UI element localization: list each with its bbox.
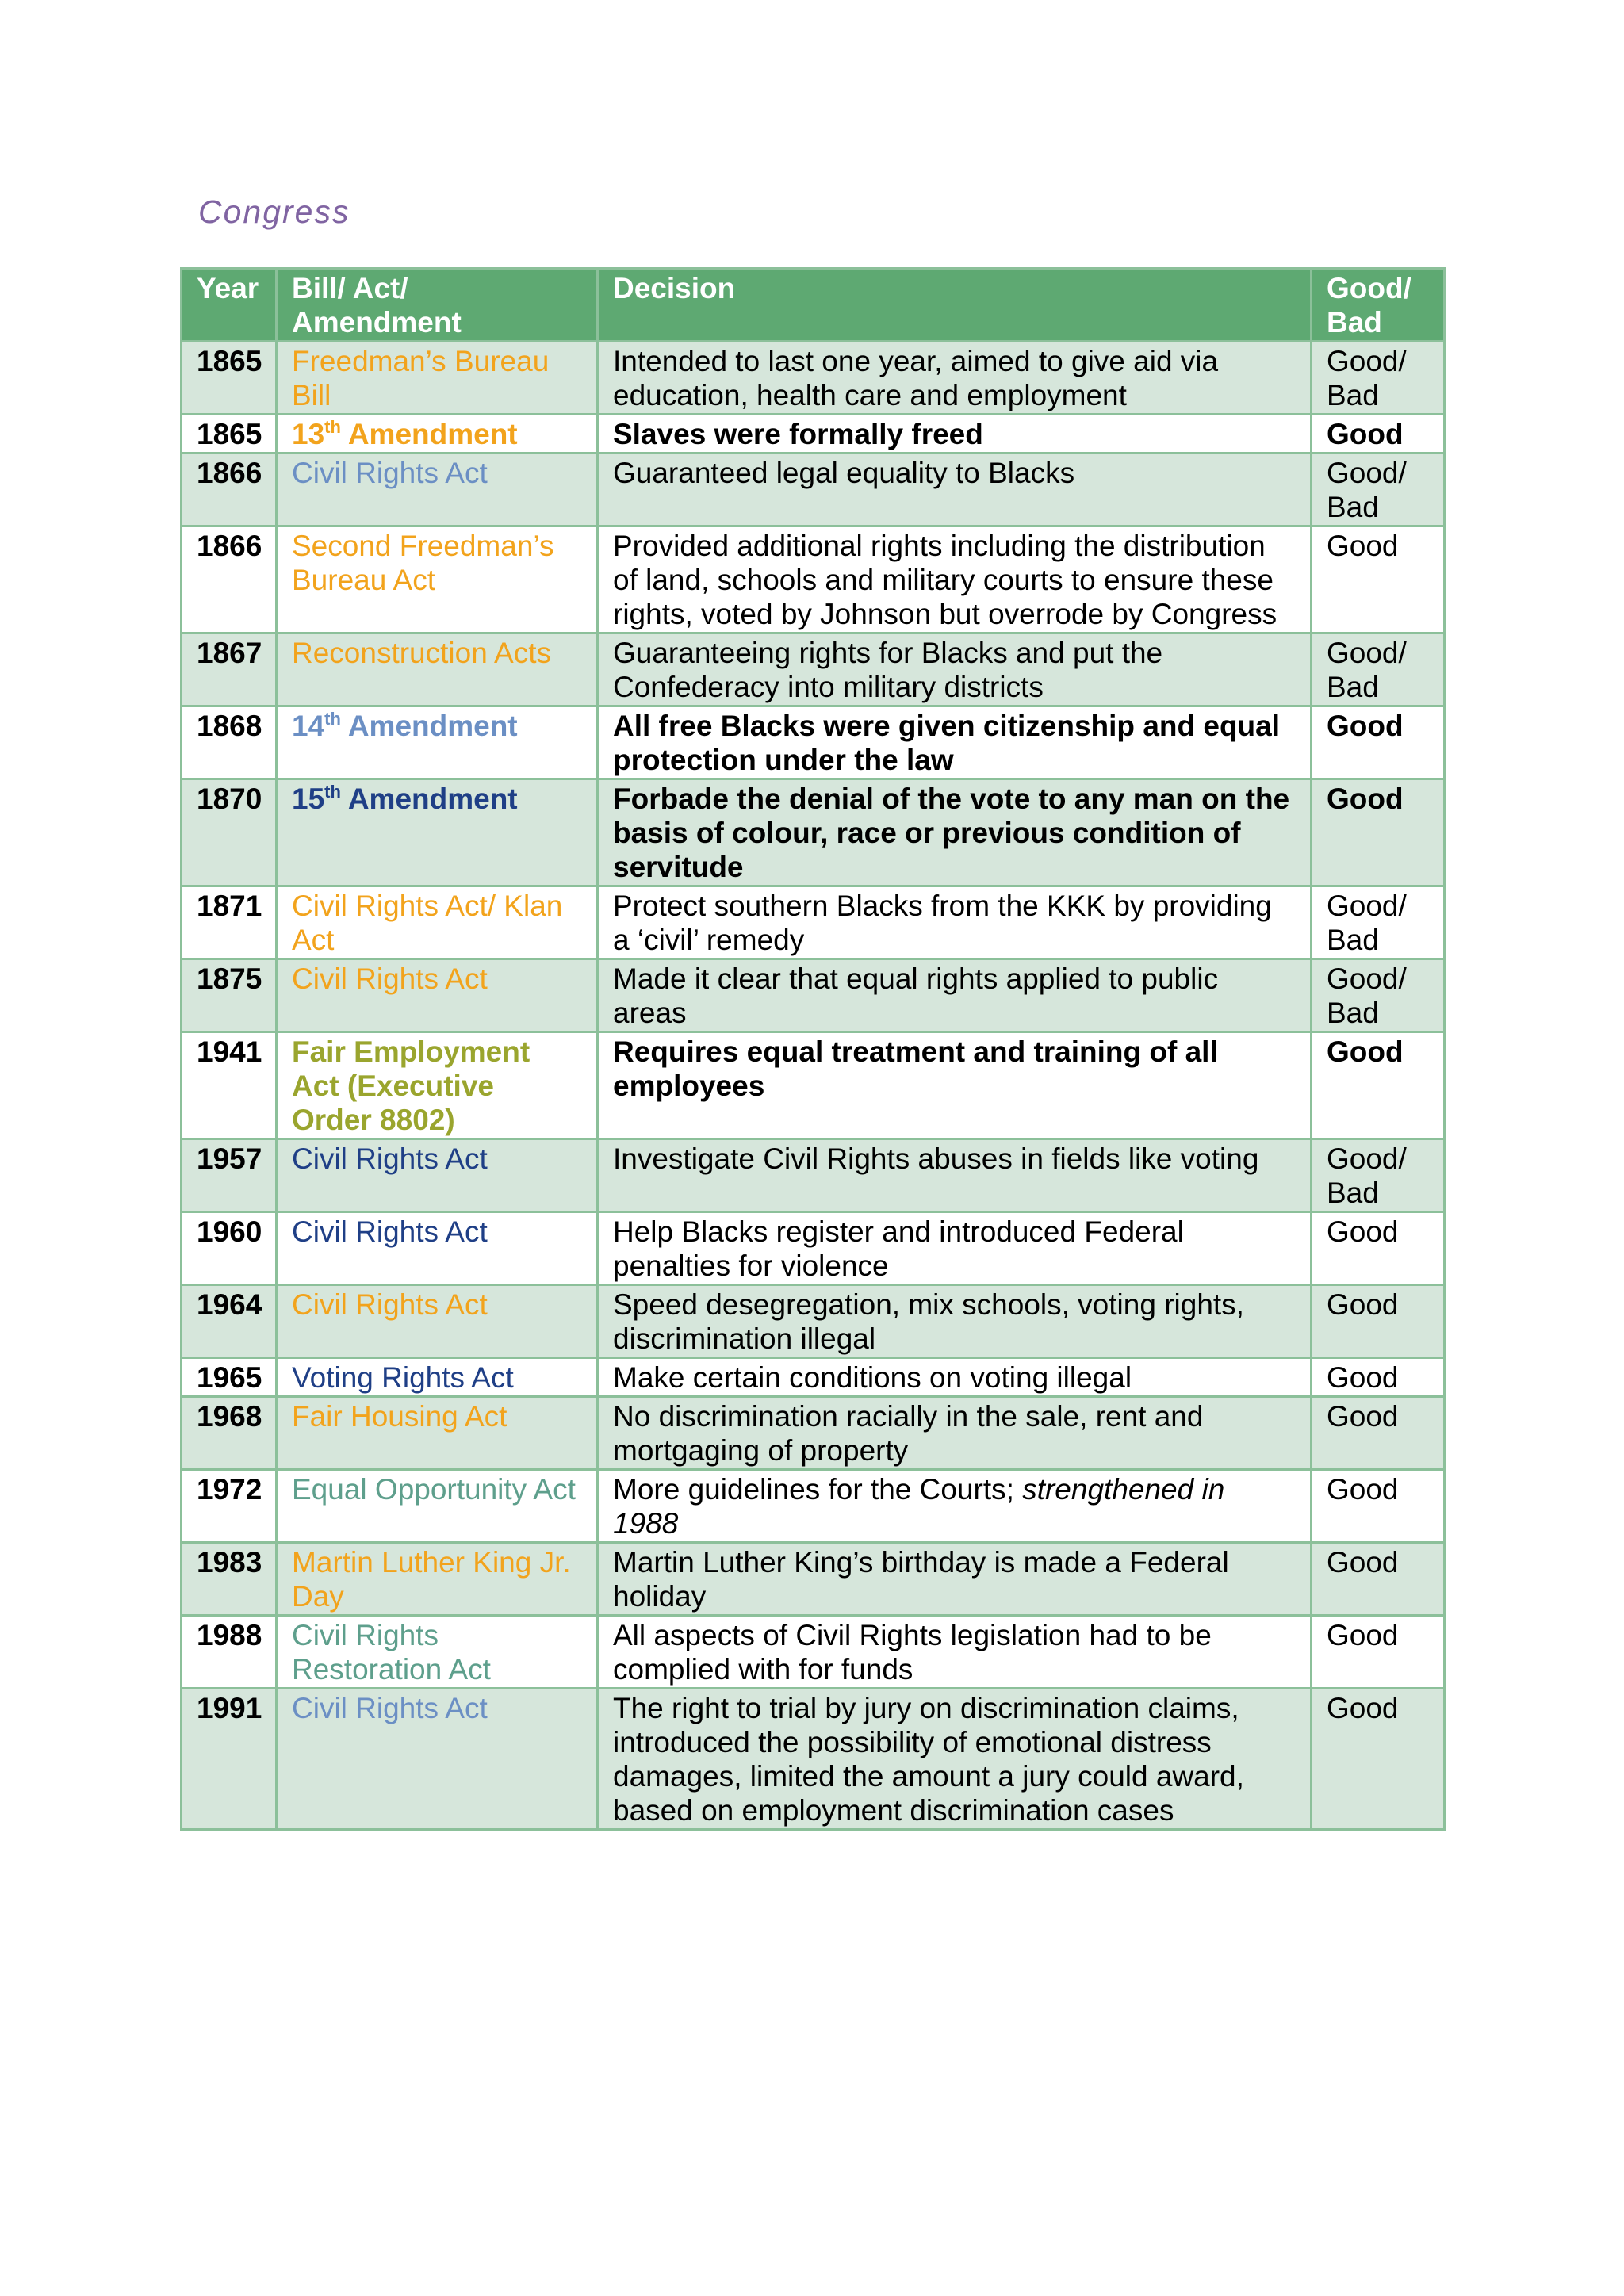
cell-year: 1965 <box>182 1358 277 1397</box>
cell-verdict: Good <box>1312 1470 1445 1543</box>
cell-decision <box>598 1470 1312 1543</box>
cell-decision: Investigate Civil Rights abuses in fields like voting <box>598 1139 1312 1212</box>
table-row <box>182 1285 1445 1358</box>
table-body <box>182 342 1445 1830</box>
table-row <box>182 1689 1445 1830</box>
cell-bill: Fair Housing Act <box>277 1397 598 1470</box>
amendment-number: 14 <box>292 710 325 742</box>
cell-verdict: Good <box>1312 415 1445 453</box>
decision-text: More guidelines for the Courts; <box>613 1473 1023 1506</box>
cell-verdict: Good/ Bad <box>1312 453 1445 526</box>
cell-verdict: Good <box>1312 1689 1445 1830</box>
header-decision: Decision <box>598 269 1312 342</box>
cell-verdict: Good <box>1312 779 1445 886</box>
table-row <box>182 526 1445 633</box>
cell-decision: Guaranteed legal equality to Blacks <box>598 453 1312 526</box>
cell-verdict: Good/ Bad <box>1312 342 1445 415</box>
cell-year: 1960 <box>182 1212 277 1285</box>
section-heading: Congress <box>198 193 350 230</box>
cell-year: 1983 <box>182 1543 277 1616</box>
cell-decision: All aspects of Civil Rights legislation had to be complied with for funds <box>598 1616 1312 1689</box>
cell-year: 1972 <box>182 1470 277 1543</box>
header-bill: Bill/ Act/ Amendment <box>277 269 598 342</box>
cell-bill: Civil Rights Act/ Klan Act <box>277 886 598 959</box>
cell-decision: Requires equal treatment and training of all employees <box>598 1032 1312 1139</box>
table-row <box>182 1139 1445 1212</box>
cell-bill: Equal Opportunity Act <box>277 1470 598 1543</box>
cell-bill: Civil Rights Act <box>277 1212 598 1285</box>
cell-verdict: Good/ Bad <box>1312 1139 1445 1212</box>
cell-verdict: Good/ Bad <box>1312 959 1445 1032</box>
table-row <box>182 706 1445 779</box>
table-row <box>182 1358 1445 1397</box>
cell-verdict: Good <box>1312 1358 1445 1397</box>
cell-decision: Protect southern Blacks from the KKK by providing a ‘civil’ remedy <box>598 886 1312 959</box>
cell-bill <box>277 706 598 779</box>
cell-bill: Second Freedman’s Bureau Act <box>277 526 598 633</box>
cell-decision: The right to trial by jury on discrimination claims, introduced the possibility of emotional distress damages, limited the amount a jury could award, based on employment discrimination cases <box>598 1689 1312 1830</box>
cell-year: 1964 <box>182 1285 277 1358</box>
table-header-row <box>182 269 1445 342</box>
cell-bill: Voting Rights Act <box>277 1358 598 1397</box>
cell-bill: Martin Luther King Jr. Day <box>277 1543 598 1616</box>
cell-year: 1991 <box>182 1689 277 1830</box>
cell-decision: Forbade the denial of the vote to any man on the basis of colour, race or previous condition of servitude <box>598 779 1312 886</box>
cell-verdict: Good <box>1312 1616 1445 1689</box>
ordinal-suffix: th <box>324 709 341 729</box>
table-row <box>182 453 1445 526</box>
table-row <box>182 1616 1445 1689</box>
ordinal-suffix: th <box>324 782 341 802</box>
cell-decision: All free Blacks were given citizenship and equal protection under the law <box>598 706 1312 779</box>
cell-verdict: Good/ Bad <box>1312 633 1445 706</box>
cell-bill: Civil Rights Act <box>277 1139 598 1212</box>
table-row <box>182 959 1445 1032</box>
cell-decision: Guaranteeing rights for Blacks and put the Confederacy into military districts <box>598 633 1312 706</box>
table-row <box>182 633 1445 706</box>
cell-decision: Provided additional rights including the distribution of land, schools and military courts to ensure these rights, voted by Johnson but overrode by Congress <box>598 526 1312 633</box>
amendment-number: 15 <box>292 783 325 815</box>
table-row <box>182 886 1445 959</box>
cell-verdict: Good <box>1312 1397 1445 1470</box>
table-row <box>182 415 1445 453</box>
cell-verdict: Good <box>1312 526 1445 633</box>
cell-verdict: Good <box>1312 706 1445 779</box>
cell-decision: Intended to last one year, aimed to give aid via education, health care and employment <box>598 342 1312 415</box>
amendment-number: 13 <box>292 418 325 450</box>
header-verdict: Good/ Bad <box>1312 269 1445 342</box>
cell-bill: Civil Rights Restoration Act <box>277 1616 598 1689</box>
table-row <box>182 342 1445 415</box>
cell-year: 1968 <box>182 1397 277 1470</box>
cell-year: 1868 <box>182 706 277 779</box>
cell-bill: Reconstruction Acts <box>277 633 598 706</box>
cell-verdict: Good <box>1312 1212 1445 1285</box>
cell-bill: Civil Rights Act <box>277 453 598 526</box>
cell-decision: Slaves were formally freed <box>598 415 1312 453</box>
cell-decision: Make certain conditions on voting illegal <box>598 1358 1312 1397</box>
cell-bill: Civil Rights Act <box>277 1689 598 1830</box>
cell-year: 1866 <box>182 453 277 526</box>
cell-decision: Martin Luther King’s birthday is made a Federal holiday <box>598 1543 1312 1616</box>
cell-bill: Freedman’s Bureau Bill <box>277 342 598 415</box>
table-row <box>182 1032 1445 1139</box>
cell-bill: Civil Rights Act <box>277 1285 598 1358</box>
cell-year: 1941 <box>182 1032 277 1139</box>
cell-verdict: Good <box>1312 1285 1445 1358</box>
header-year: Year <box>182 269 277 342</box>
table-row <box>182 1397 1445 1470</box>
cell-bill: Fair Employment Act (Executive Order 8802) <box>277 1032 598 1139</box>
decision-italic-note: strengthened in 1988 <box>613 1473 1225 1540</box>
cell-year: 1865 <box>182 415 277 453</box>
cell-bill <box>277 415 598 453</box>
legislation-table <box>180 267 1446 1831</box>
cell-year: 1957 <box>182 1139 277 1212</box>
table-row <box>182 779 1445 886</box>
cell-year: 1866 <box>182 526 277 633</box>
cell-year: 1988 <box>182 1616 277 1689</box>
table-row <box>182 1543 1445 1616</box>
cell-year: 1865 <box>182 342 277 415</box>
amendment-label: Amendment <box>340 418 518 450</box>
cell-bill: Civil Rights Act <box>277 959 598 1032</box>
table-row <box>182 1212 1445 1285</box>
cell-year: 1871 <box>182 886 277 959</box>
cell-verdict: Good/ Bad <box>1312 886 1445 959</box>
cell-decision: No discrimination racially in the sale, rent and mortgaging of property <box>598 1397 1312 1470</box>
amendment-label: Amendment <box>340 710 518 742</box>
cell-decision: Speed desegregation, mix schools, voting rights, discrimination illegal <box>598 1285 1312 1358</box>
cell-decision: Made it clear that equal rights applied to public areas <box>598 959 1312 1032</box>
cell-decision: Help Blacks register and introduced Federal penalties for violence <box>598 1212 1312 1285</box>
ordinal-suffix: th <box>324 417 341 437</box>
amendment-label: Amendment <box>340 783 518 815</box>
cell-bill <box>277 779 598 886</box>
cell-year: 1867 <box>182 633 277 706</box>
cell-year: 1870 <box>182 779 277 886</box>
table-row <box>182 1470 1445 1543</box>
cell-verdict: Good <box>1312 1032 1445 1139</box>
cell-verdict: Good <box>1312 1543 1445 1616</box>
cell-year: 1875 <box>182 959 277 1032</box>
